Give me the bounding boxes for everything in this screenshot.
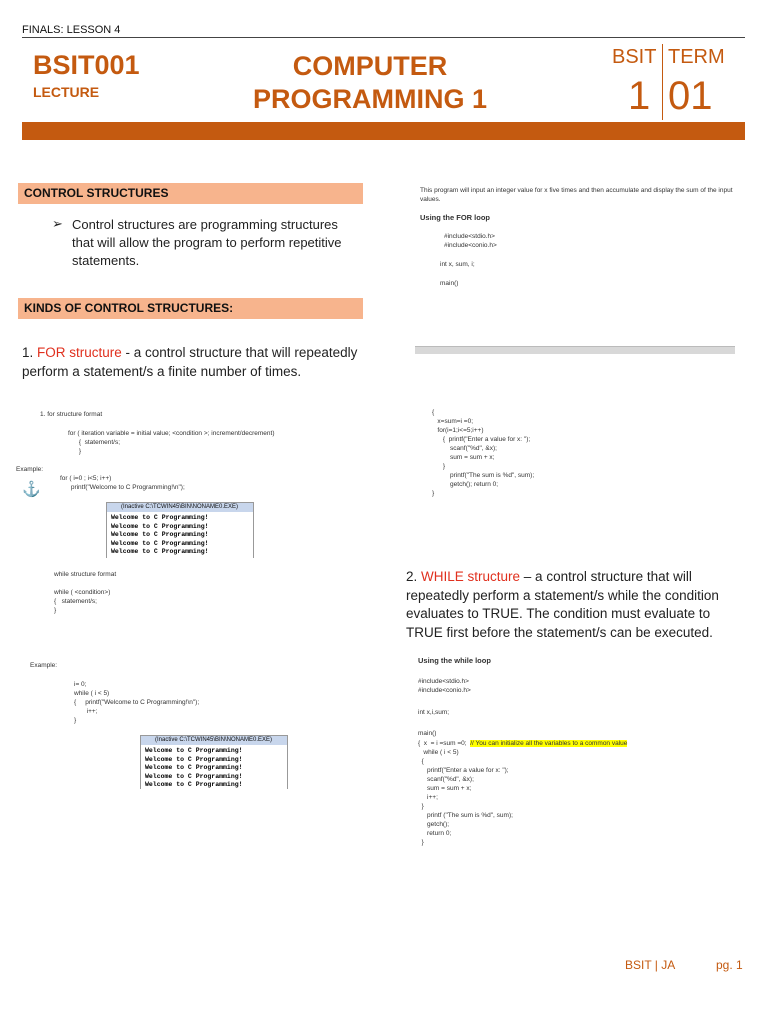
- console-title-1: (Inactive C:\TCWIN45\BIN\NONAME0.EXE): [107, 503, 253, 512]
- bsit-number: 1: [628, 74, 651, 118]
- section-kinds: KINDS OF CONTROL STRUCTURES:: [18, 298, 363, 319]
- header-rule: [22, 37, 745, 38]
- console-output-2: [140, 735, 288, 789]
- while-format-label: while structure format: [54, 571, 117, 578]
- while-loop-init-line: [418, 739, 627, 748]
- page-title: [220, 50, 520, 116]
- while-loop-comment: // You can initialize all the variables to a common value: [470, 740, 628, 747]
- page-break-bar: [415, 346, 735, 354]
- bullet-arrow-icon: ➢: [52, 216, 63, 231]
- while-format-code: while ( <condition>) { statement/s; }: [54, 589, 111, 614]
- lesson-label: FINALS: LESSON 4: [22, 24, 121, 36]
- term-number: 01: [668, 74, 713, 118]
- for-structure-term: FOR structure: [37, 345, 122, 360]
- console-line: Welcome to C Programming!: [145, 747, 243, 754]
- for-prefix: 1.: [22, 345, 38, 360]
- while-loop-init: { x = i =sum =0;: [418, 740, 471, 747]
- console-lines-1: [107, 512, 253, 559]
- console-line: Welcome to C Programming!: [111, 522, 209, 530]
- for-example-code: for ( i=0 ; i<5; i++) printf("Welcome to C Programming!\n");: [60, 475, 185, 491]
- section-control-structures: CONTROL STRUCTURES: [18, 183, 363, 204]
- footer-author: BSIT | JA: [625, 958, 676, 972]
- while-structure-term: WHILE structure: [421, 569, 521, 584]
- while-loop-main: main(): [418, 730, 437, 737]
- while-loop-heading: Using the while loop: [418, 656, 491, 665]
- for-loop-main: main(): [440, 280, 459, 287]
- console-line: Welcome to C Programming!: [111, 548, 209, 555]
- console-title-2: (Inactive C:\TCWIN45\BIN\NONAME0.EXE): [141, 736, 287, 745]
- example-label-2: Example:: [30, 662, 58, 669]
- console-line: Welcome to C Programming!: [145, 764, 243, 771]
- example-label-1: Example:: [16, 466, 44, 473]
- while-loop-declaration: int x,i,sum;: [418, 709, 450, 716]
- course-code: BSIT001: [33, 50, 140, 80]
- program-intro: This program will input an integer value for x five times and then accumulate and display the sum of the input values.: [420, 187, 733, 203]
- while-example-code: i= 0; while ( i < 5) { printf("Welcome to C Programming!\n"); i++; }: [74, 681, 200, 724]
- for-format-label: 1. for structure format: [40, 411, 103, 418]
- while-structure-desc: – a control structure that will repeatedly perform a statement/s while the condition evaluates to TRUE. The condition must evaluate to TRUE first before the statement/s can be executed.: [406, 569, 719, 640]
- while-prefix: 2.: [406, 569, 422, 584]
- for-loop-body: { x=sum=i =0; for(i=1;i<=5;i++) { printf("Enter a value for x: "); scanf("%d", &x); sum = sum + x; } printf("The sum is %d", sum); getch(); return 0; }: [432, 409, 535, 497]
- for-loop-heading: Using the FOR loop: [420, 213, 490, 222]
- console-line: Welcome to C Programming!: [111, 531, 209, 538]
- for-loop-declaration: int x, sum, i;: [440, 261, 475, 268]
- for-format-code: for ( iteration variable = initial value; <condition >; increment/decrement) { statement/s; }: [68, 430, 275, 455]
- while-structure-paragraph: [406, 568, 741, 642]
- header-bar: [22, 122, 745, 140]
- bsit-label: BSIT: [612, 46, 657, 68]
- console-lines-2: [141, 745, 287, 792]
- console-line: Welcome to C Programming!: [111, 539, 209, 547]
- console-line: Welcome to C Programming!: [145, 781, 243, 788]
- page-number: pg. 1: [716, 958, 743, 972]
- anchor-icon: ⚓: [22, 481, 41, 498]
- for-loop-includes: #include<stdio.h> #include<conio.h>: [444, 233, 497, 249]
- console-line: Welcome to C Programming!: [145, 772, 243, 780]
- while-loop-body: while ( i < 5) { printf("Enter a value for x: "); scanf("%d", &x); sum = sum + x; i++; } printf ("The sum is %d", sum); getch(); return 0; }: [421, 749, 513, 846]
- title-line-2: PROGRAMMING 1: [252, 84, 487, 114]
- term-label: TERM: [668, 46, 725, 68]
- console-output-1: [106, 502, 254, 558]
- lecture-label: LECTURE: [33, 84, 100, 100]
- title-line-1: COMPUTER: [292, 51, 448, 81]
- console-line: Welcome to C Programming!: [111, 514, 209, 521]
- console-line: Welcome to C Programming!: [145, 755, 243, 763]
- control-structures-definition: Control structures are programming structures that will allow the program to perform repetitive statements.: [72, 217, 342, 268]
- term-divider: [662, 44, 663, 120]
- while-loop-includes: #include<stdio.h> #include<conio.h>: [418, 678, 471, 694]
- for-structure-paragraph: [22, 344, 362, 381]
- for-structure-desc: - a control structure that will repeatedly perform a statement/s a finite number of times.: [22, 345, 358, 379]
